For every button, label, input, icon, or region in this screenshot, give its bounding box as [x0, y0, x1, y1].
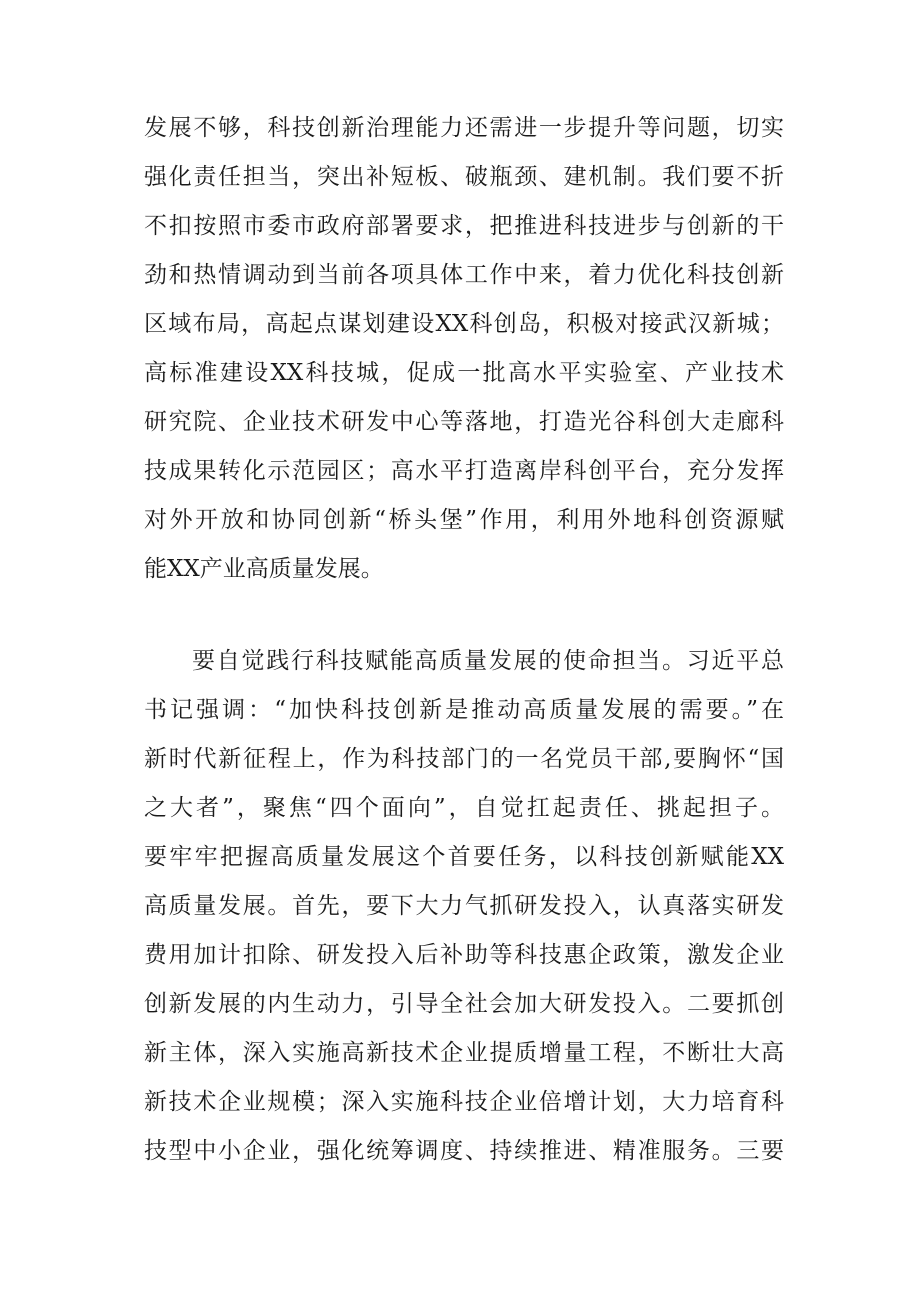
text-line: 高标准建设XX科技城，促成一批高水平实验室、产业技术	[144, 360, 784, 386]
text-line: 新技术企业规模；深入实施科技企业倍增计划，大力培育科	[144, 1089, 784, 1115]
text-line: 区域布局，高起点谋划建设XX科创岛，积极对接武汉新城；	[144, 311, 784, 337]
text-line: 之大者”，聚焦“四个面向”，自觉扛起责任、挑起担子。	[144, 795, 784, 821]
text-line: 强化责任担当，突出补短板、破瓶颈、建机制。我们要不折	[144, 164, 784, 190]
text-line: 发展不够，科技创新治理能力还需进一步提升等问题，切实	[144, 115, 784, 141]
text-line: 高质量发展。首先，要下大力气抓研发投入，认真落实研发	[144, 893, 784, 919]
text-line: 技型中小企业，强化统筹调度、持续推进、精准服务。三要	[144, 1138, 784, 1164]
text-line: 对外开放和协同创新“桥头堡”作用，利用外地科创资源赋	[144, 507, 784, 533]
text-line: 劲和热情调动到当前各项具体工作中来，着力优化科技创新	[144, 262, 784, 288]
text-line: 新时代新征程上，作为科技部门的一名党员干部,要胸怀“国	[144, 746, 784, 772]
text-line: 创新发展的内生动力，引导全社会加大研发投入。二要抓创	[144, 991, 784, 1017]
text-line: 不扣按照市委市政府部署要求，把推进科技进步与创新的干	[144, 213, 784, 239]
text-line: 费用加计扣除、研发投入后补助等科技惠企政策，激发企业	[144, 942, 784, 968]
text-line: 新主体，深入实施高新技术企业提质增量工程，不断壮大高	[144, 1040, 784, 1066]
text-line: 研究院、企业技术研发中心等落地，打造光谷科创大走廊科	[144, 409, 784, 435]
text-line: 书记强调：“加快科技创新是推动高质量发展的需要。”在	[144, 697, 784, 723]
text-line: 技成果转化示范园区；高水平打造离岸科创平台，充分发挥	[144, 458, 784, 484]
text-line: 要牢牢把握高质量发展这个首要任务，以科技创新赋能XX	[144, 844, 784, 870]
text-line: 要自觉践行科技赋能高质量发展的使命担当。习近平总	[192, 648, 784, 674]
text-line: 能XX产业高质量发展。	[144, 556, 384, 582]
